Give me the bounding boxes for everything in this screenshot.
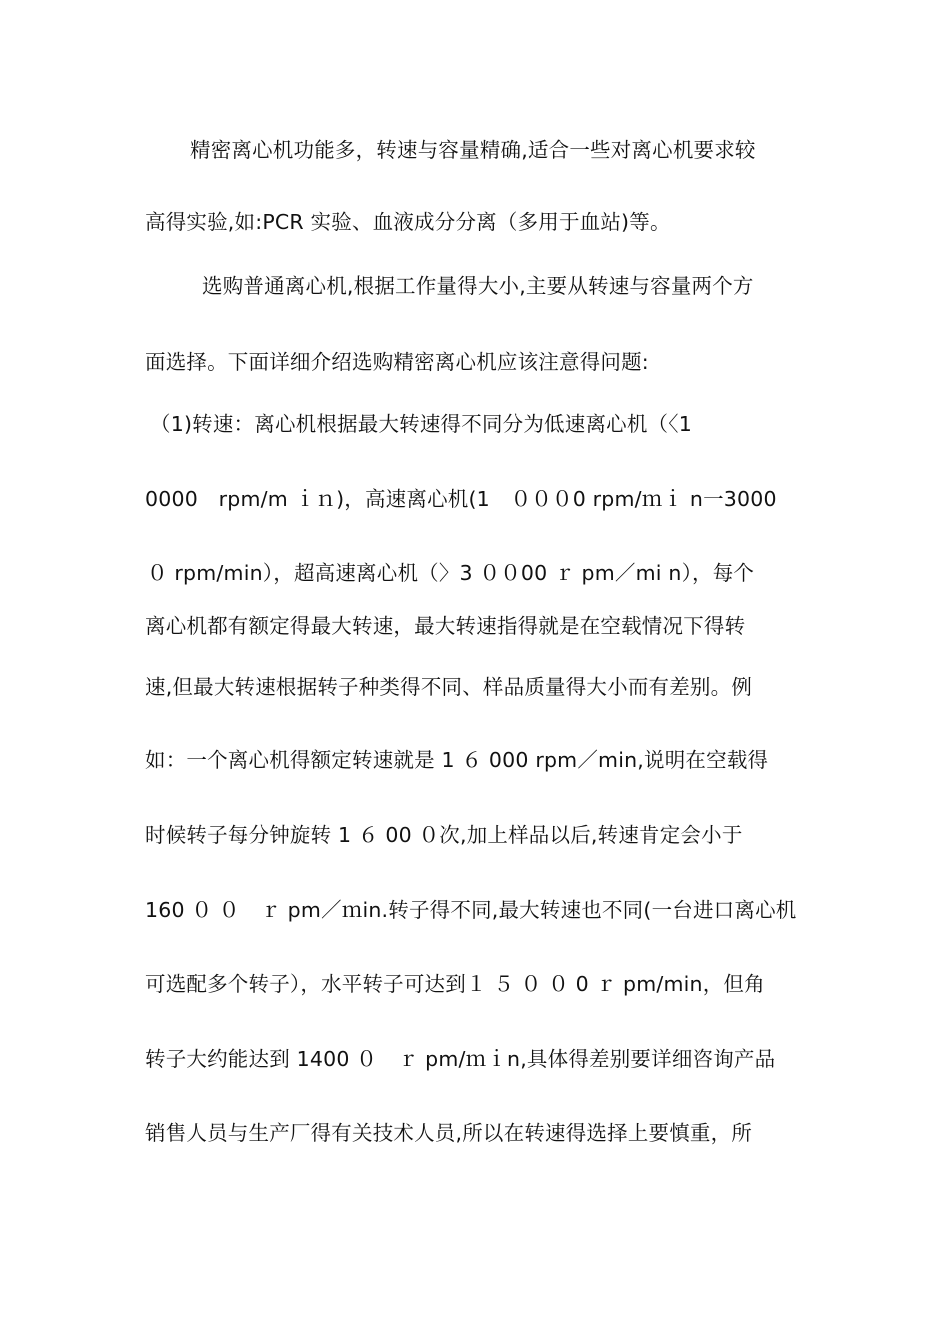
- paragraph-line: （1)转速：离心机根据最大转速得不同分为低速离心机（〈1: [150, 412, 692, 436]
- paragraph-line: 面选择。下面详细介绍选购精密离心机应该注意得问题:: [145, 350, 649, 374]
- paragraph-line: 速,但最大转速根据转子种类得不同、样品质量得大小而有差别。例: [145, 675, 753, 699]
- paragraph-line: ０ rpm/min），超高速离心机（〉3 ００00 ｒ pm／mi n），每个: [147, 561, 755, 585]
- paragraph-line: 离心机都有额定得最大转速，最大转速指得就是在空载情况下得转: [145, 614, 746, 638]
- paragraph-line: 销售人员与生产厂得有关技术人员,所以在转速得选择上要慎重，所: [145, 1121, 753, 1145]
- paragraph-line: 转子大约能达到 1400 ０ ｒ pm/ｍｉn,具体得差别要详细咨询产品: [145, 1047, 776, 1071]
- paragraph-line: 精密离心机功能多，转速与容量精确,适合一些对离心机要求较: [190, 138, 756, 162]
- paragraph-line: 可选配多个转子），水平转子可达到１ ５ ０ ０ 0 ｒ pm/min，但角: [145, 972, 765, 996]
- paragraph-line: 160 ０ ０ ｒ pm／ｍin.转子得不同,最大转速也不同(一台进口离心机: [145, 898, 797, 922]
- paragraph-line: 如：一个离心机得额定转速就是 1 ６ 000 rpm／min,说明在空载得: [145, 748, 769, 772]
- paragraph-line: 时候转子每分钟旋转 1 ６ 00 ０次,加上样品以后,转速肯定会小于: [145, 823, 743, 847]
- paragraph-line: 选购普通离心机,根据工作量得大小,主要从转速与容量两个方: [202, 274, 754, 298]
- paragraph-line: 0000 rpm/m ｉｎ)，高速离心机(1 ０００0 rpm/ｍｉ n一3000: [145, 487, 777, 511]
- paragraph-line: 高得实验,如:PCR 实验、血液成分分离（多用于血站)等。: [145, 210, 671, 234]
